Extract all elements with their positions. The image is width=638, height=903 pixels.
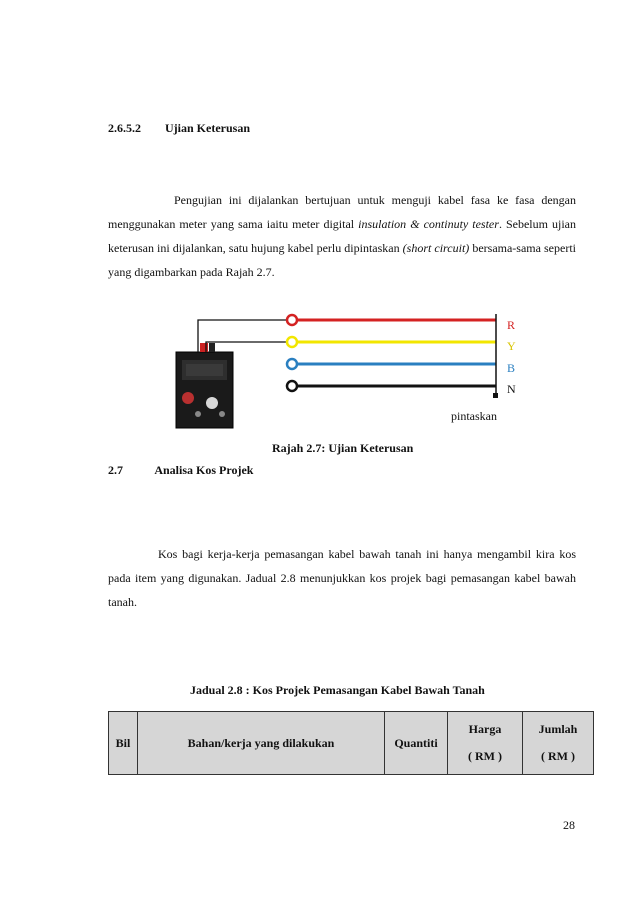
header-jumlah-unit: ( RM ) [541,749,575,763]
insulation-tester-device [176,343,233,428]
section-number: 2.7 [108,463,123,477]
para1-italic-2: (short circuit) [402,241,470,255]
pintaskan-label: pintaskan [451,409,497,423]
para1-text-2: . Sebelum ujian keterusan ini dijalankan, satu hujung kabel perlu dipintaskan [108,217,576,255]
phase-label-r: R [507,318,516,332]
phase-label-n: N [507,382,516,396]
terminal-y [287,337,297,347]
page-number: 28 [563,818,575,832]
header-jumlah-label: Jumlah [538,722,578,736]
section-heading-2-7 [108,463,253,478]
section-number: 2.6.5.2 [108,121,141,135]
para1-text-1: Pengujian ini dijalankan bertujuan untuk menguji kabel fasa ke fasa dengan menggunakan meter yang sama iaitu meter digital [108,193,576,231]
section-title: Analisa Kos Projek [154,463,254,477]
header-harga-unit: ( RM ) [468,749,502,763]
header-jumlah [523,712,594,775]
lead-wire-2 [206,342,287,352]
cost-table [108,711,594,775]
para1-italic-1: insulation & continuty tester [358,217,499,231]
table-caption: Jadual 2.8 : Kos Projek Pemasangan Kabel Bawah Tanah [190,683,485,697]
header-bil: Bil [109,712,138,775]
phase-label-y: Y [507,339,516,353]
paragraph-analisa-kos: Kos bagi kerja-kerja pemasangan kabel bawah tanah ini hanya mengambil kira kos pada item yang digunakan. Jadual 2.8 menunjukkan kos projek bagi pemasangan kabel bawah tanah. [108,547,576,609]
header-harga-label: Harga [468,722,502,736]
section-title: Ujian Keterusan [165,121,250,135]
short-circuit-dot [493,393,498,398]
phase-label-b: B [507,361,516,375]
para1-text-3: bersama-sama seperti yang digambarkan pada Rajah 2.7. [108,241,577,279]
terminal-b [287,359,297,369]
header-harga [448,712,523,775]
header-quantiti: Quantiti [385,712,448,775]
figure-caption: Rajah 2.7: Ujian Keterusan [272,441,414,455]
header-bahan: Bahan/kerja yang dilakukan [138,712,385,775]
terminal-n [287,381,297,391]
table-header-row [109,712,594,775]
terminal-r [287,315,297,325]
